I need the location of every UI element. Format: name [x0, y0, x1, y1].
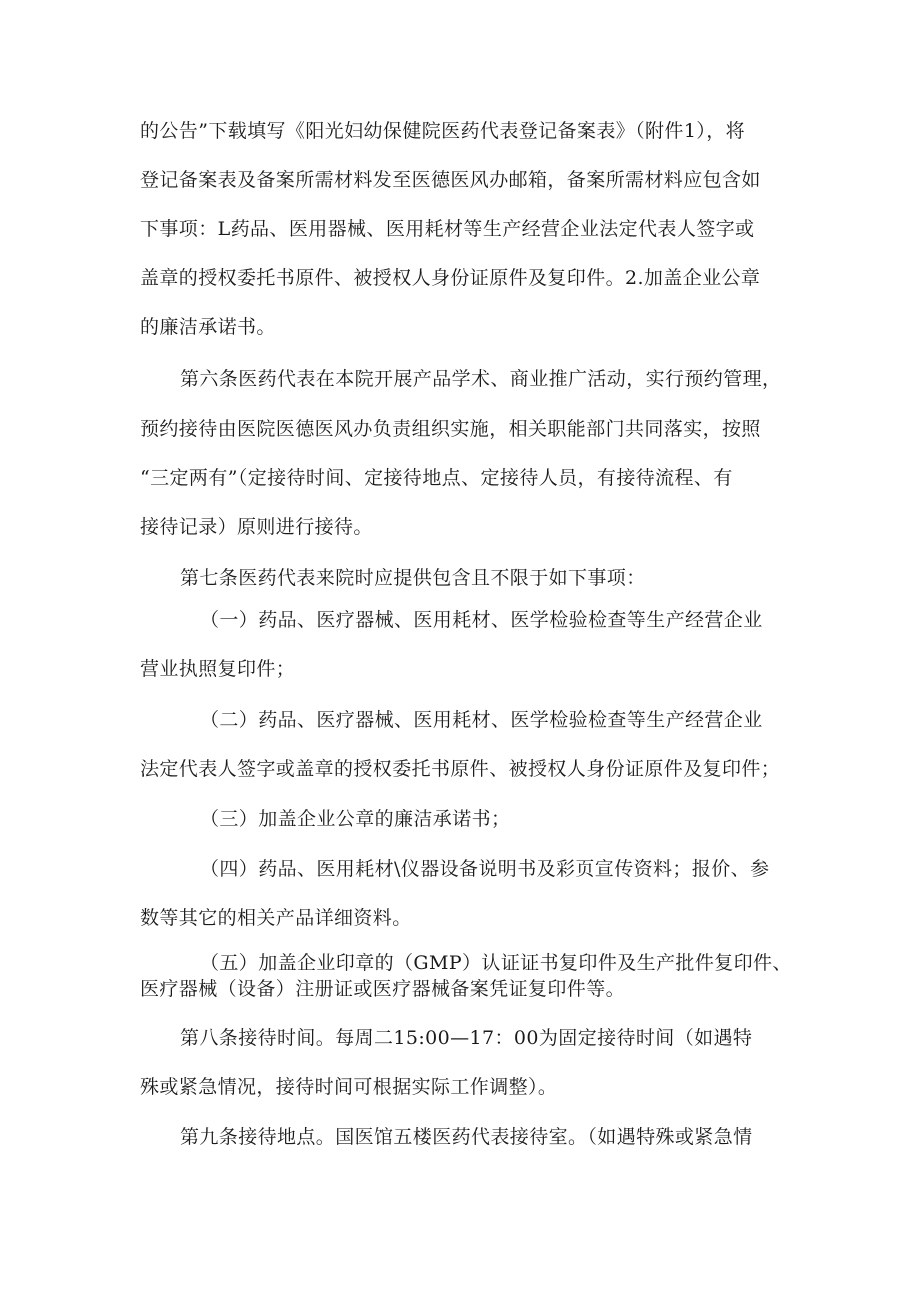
text-line: （四）药品、医用耗材\仪器设备说明书及彩页宣传资料；报价、参 [200, 858, 770, 880]
text-line: 的公告”下载填写《阳光妇幼保健院医药代表登记备案表》（附件1），将 [140, 120, 746, 142]
text-line: 第六条医药代表在本院开展产品学术、商业推广活动，实行预约管理， [180, 368, 782, 390]
text-line: 预约接待由医院医德医风办负责组织实施，相关职能部门共同落实，按照 [140, 418, 761, 440]
text-line: 接待记录）原则进行接待。 [140, 516, 373, 538]
text-line: 殊或紧急情况，接待时间可根据实际工作调整）。 [140, 1076, 558, 1098]
text-line: 数等其它的相关产品详细资料。 [140, 907, 412, 929]
text-line: 第七条医药代表来院时应提供包含且不限于如下事项： [180, 567, 646, 589]
text-line: 的廉洁承诺书。 [140, 316, 276, 338]
text-line: （一）药品、医疗器械、医用耗材、医学检验检查等生产经营企业 [200, 609, 763, 631]
text-line: 登记备案表及备案所需材料发至医德医风办邮箱，备案所需材料应包含如 [140, 169, 761, 191]
text-line: （二）药品、医疗器械、医用耗材、医学检验检查等生产经营企业 [200, 709, 763, 731]
text-line: “三定两有”（定接待时间、定接待地点、定接待人员，有接待流程、有 [140, 467, 733, 489]
text-line: 第九条接待地点。国医馆五楼医药代表接待室。（如遇特殊或紧急情 [180, 1126, 753, 1148]
text-line: （三）加盖企业公章的廉洁承诺书； [200, 808, 511, 830]
text-line: 第八条接待时间。每周二15:00—17：00为固定接待时间（如遇特 [180, 1027, 753, 1049]
text-line: 医疗器械（设备）注册证或医疗器械备案凭证复印件等。 [140, 978, 626, 1000]
text-line: 下事项：L药品、医用器械、医用耗材等生产经营企业法定代表人签字或 [140, 218, 755, 240]
text-line: 盖章的授权委托书原件、被授权人身份证原件及复印件。2.加盖企业公章 [140, 267, 761, 289]
text-line: 营业执照复印件； [140, 658, 296, 680]
text-line: （五）加盖企业印章的（GMP）认证证书复印件及生产批件复印件、 [200, 952, 792, 974]
text-line: 法定代表人签字或盖章的授权委托书原件、被授权人身份证原件及复印件； [140, 758, 781, 780]
